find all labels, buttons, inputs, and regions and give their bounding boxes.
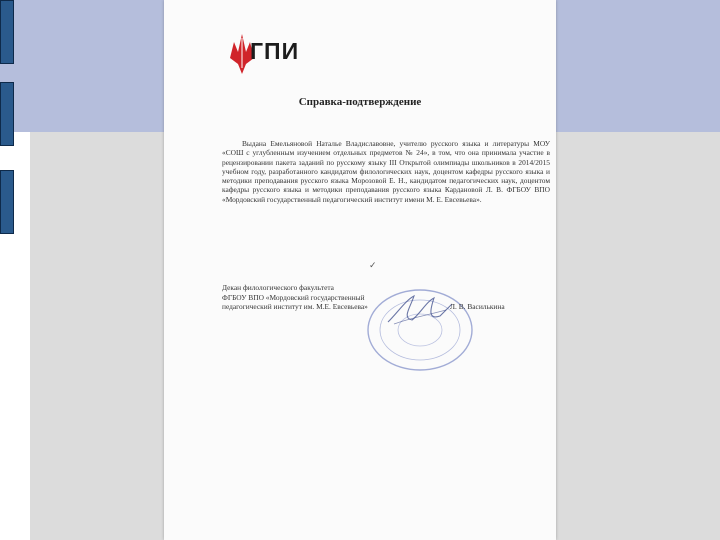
- document-body: Выдана Емельяновой Наталье Владиславовне, учителю русского языка и литературы МОУ «СОШ с углубленным изучением отдельных предметов № 24», в том, что она принимала участие в рецензировании пакета заданий по русскому языку III Открытой олимпиады школьников в 2014/2015 учебном году, разработанного кандидатом филологических наук, доцентом кафедры русского языка и методики преподавания русского языка Морозовой Е. Н., кандидатом педагогических наук, доцентом кафедры русского языка и методики преподавания русского языка Кардановой Л. В. ФГБОУ ВПО «Мордовский государственный педагогический институт имени М. Е. Евсевьева».: [222, 139, 550, 204]
- check-mark-icon: ✓: [369, 260, 377, 270]
- signature-line: педагогический институт им. М.Е. Евсевьева»: [222, 302, 368, 311]
- logo-text: ГПИ: [250, 38, 300, 64]
- signer-name: Л. В. Василькина: [450, 302, 505, 311]
- signature-line: Декан филологического факультета: [222, 283, 334, 292]
- slide-side-bar: [0, 82, 14, 146]
- slide-side-bar: [0, 0, 14, 64]
- scanned-document: [164, 0, 556, 540]
- slide-side-bar: [0, 170, 14, 234]
- signature-block: [222, 283, 422, 312]
- document-title: Справка-подтверждение: [298, 96, 422, 108]
- signature-line: ФГБОУ ВПО «Мордовский государственный: [222, 292, 365, 302]
